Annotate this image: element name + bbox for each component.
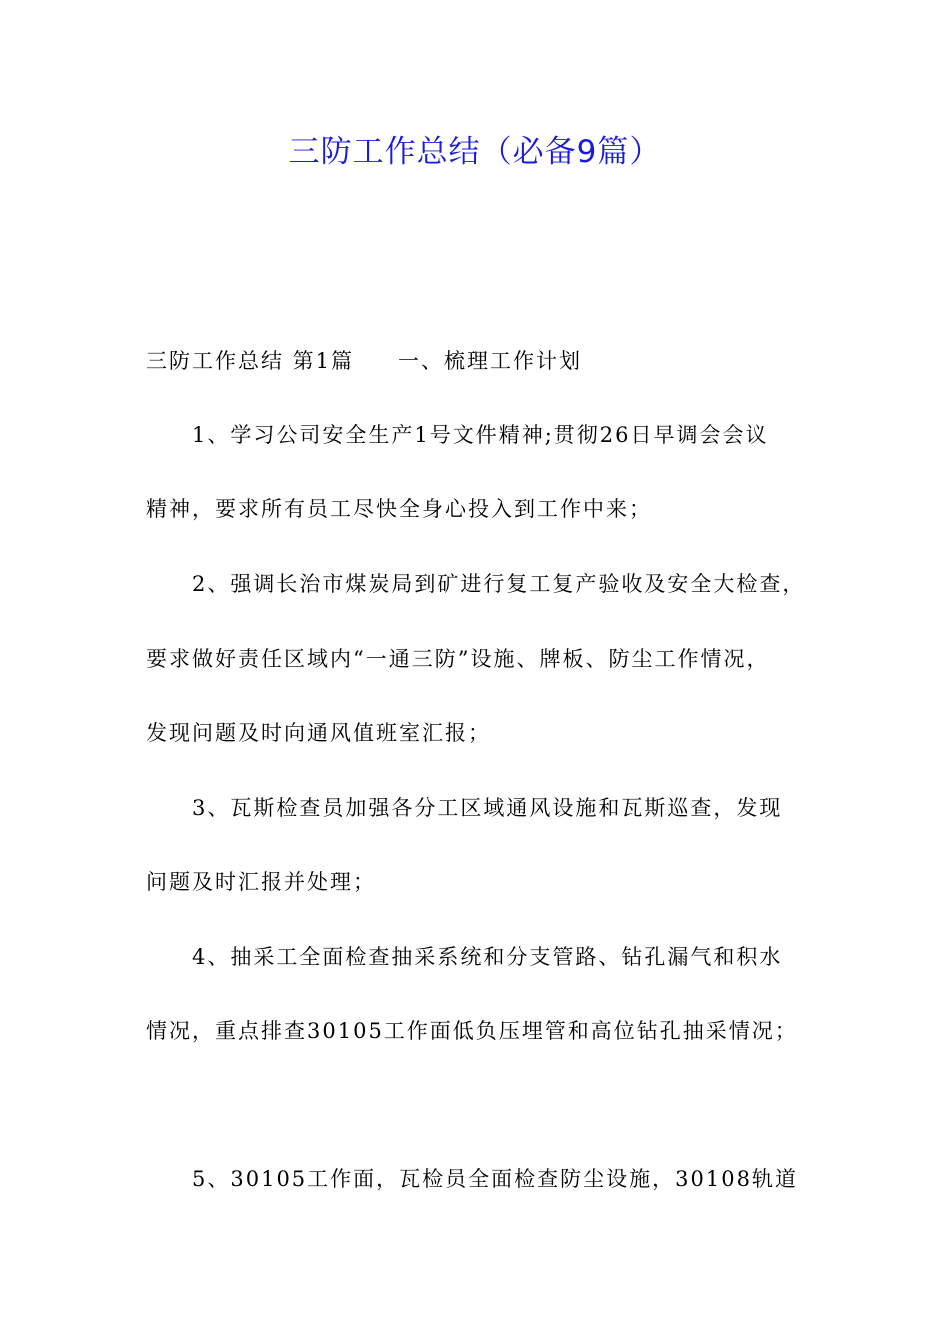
section-heading-left: 三防工作总结 第1篇 xyxy=(146,349,355,373)
paragraph-line: 4、抽采工全面检查抽采系统和分支管路、钻孔漏气和积水 xyxy=(192,945,783,969)
section-heading-right: 一、梳理工作计划 xyxy=(398,349,583,373)
paragraph-line: 精神，要求所有员工尽快全身心投入到工作中来； xyxy=(146,497,652,521)
paragraph-line: 3、瓦斯检查员加强各分工区域通风设施和瓦斯巡查，发现 xyxy=(192,796,783,820)
paragraph-line: 2、强调长治市煤炭局到矿进行复工复产验收及安全大检查， xyxy=(192,572,806,596)
paragraph-line: 1、学习公司安全生产1号文件精神;贯彻26日早调会会议 xyxy=(192,423,769,447)
paragraph-line: 要求做好责任区域内“一通三防”设施、牌板、防尘工作情况， xyxy=(146,647,770,671)
paragraph-line: 问题及时汇报并处理； xyxy=(146,870,376,894)
document-title: 三防工作总结（必备9篇） xyxy=(288,134,662,170)
paragraph-line: 发现问题及时向通风值班室汇报； xyxy=(146,721,491,745)
section-heading xyxy=(146,346,582,376)
paragraph-line: 情况，重点排查30105工作面低负压埋管和高位钻孔抽采情况； xyxy=(146,1019,798,1043)
paragraph-line: 5、30105工作面，瓦检员全面检查防尘设施，30108轨道 xyxy=(192,1167,798,1191)
